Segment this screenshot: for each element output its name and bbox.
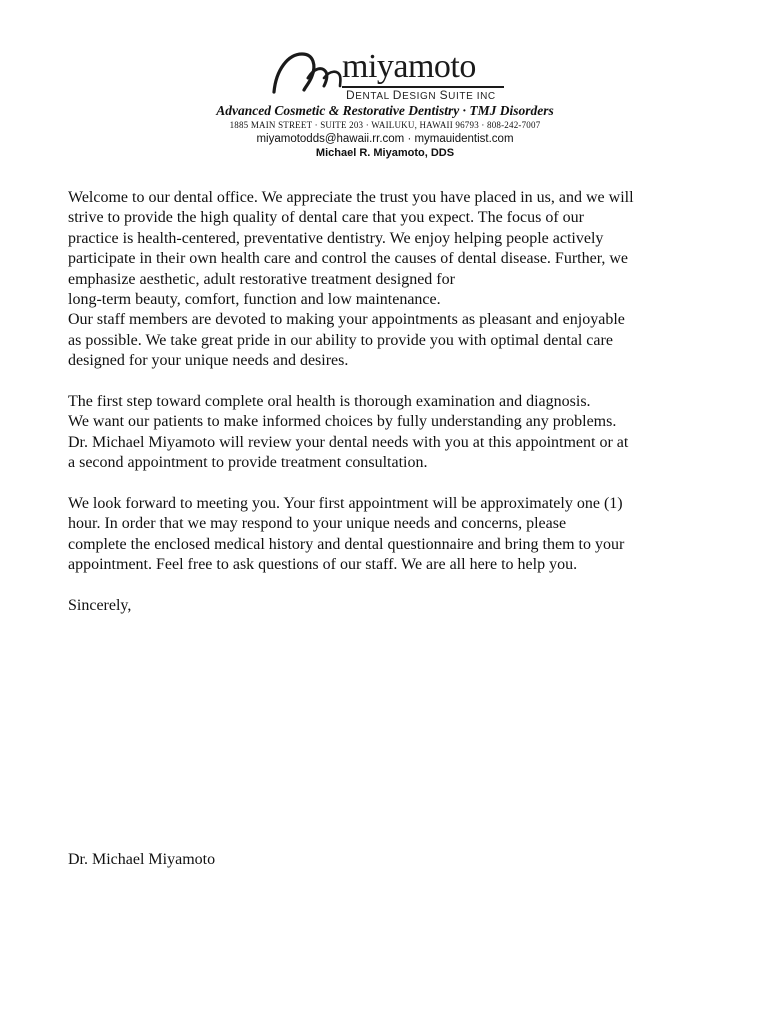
paragraph-line: practice is health-centered, preventative dentistry. We enjoy helping people actively [68,229,604,247]
company-logo [270,48,510,106]
paragraph-line: Our staff members are devoted to making your appointments as pleasant and enjoyable [68,311,625,329]
letter-closing: Sincerely, [68,597,132,614]
logo-subtitle-part: D [346,88,356,102]
logo-wordmark: miyamoto [342,48,476,85]
paragraph-line: Dr. Michael Miyamoto will review your dental needs with you at this appointment or at [68,433,629,451]
paragraph-line: complete the enclosed medical history and dental questionnaire and bring them to your [68,535,625,553]
paragraph-line: Welcome to our dental office. We appreciate the trust you have placed in us, and we will [68,189,634,206]
letter-signature: Dr. Michael Miyamoto [68,851,216,868]
logo-subtitle-part: D [392,88,403,102]
welcome-paragraph [68,188,708,372]
doctor-name: Michael R. Miyamoto, DDS [315,147,455,159]
practice-tagline: Advanced Cosmetic & Restorative Dentistry · TMJ Disorders [216,103,554,118]
paragraph-line: long-term beauty, comfort, function and low maintenance. [68,291,441,309]
paragraph-line: hour. In order that we may respond to your unique needs and concerns, please [68,515,567,533]
paragraph-line: as possible. We take great pride in our ability to provide you with optimal dental care [68,331,613,349]
appointment-paragraph [68,494,708,576]
logo-subtitle-part: ESIGN [402,91,440,102]
logo-subtitle-part: UITE INC [448,91,496,102]
paragraph-line: participate in their own health care and control the causes of dental disease. Further, we [68,250,629,268]
logo-swoosh-icon [270,48,350,94]
paragraph-line: The first step toward complete oral health is thorough examination and diagnosis. [68,393,591,410]
logo-subtitle-part: ENTAL [355,91,393,102]
logo-subtitle [346,89,496,103]
paragraph-line: emphasize aesthetic, adult restorative treatment designed for [68,270,455,288]
paragraph-line: We want our patients to make informed choices by fully understanding any problems. [68,413,617,431]
practice-address: 1885 MAIN STREET · SUITE 203 · WAILUKU, HAWAII 96793 · 808-242-7007 [229,120,541,130]
practice-contact: miyamotodds@hawaii.rr.com · mymauidentist.com [256,133,514,145]
paragraph-line: appointment. Feel free to ask questions of our staff. We are all here to help you. [68,556,578,574]
examination-paragraph [68,392,708,474]
paragraph-line: a second appointment to provide treatment consultation. [68,454,428,472]
logo-divider [342,86,504,88]
paragraph-line: designed for your unique needs and desires. [68,352,349,370]
paragraph-line: strive to provide the high quality of dental care that you expect. The focus of our [68,209,584,227]
logo-subtitle-part: S [439,88,449,102]
paragraph-line: We look forward to meeting you. Your first appointment will be approximately one (1) [68,495,623,512]
